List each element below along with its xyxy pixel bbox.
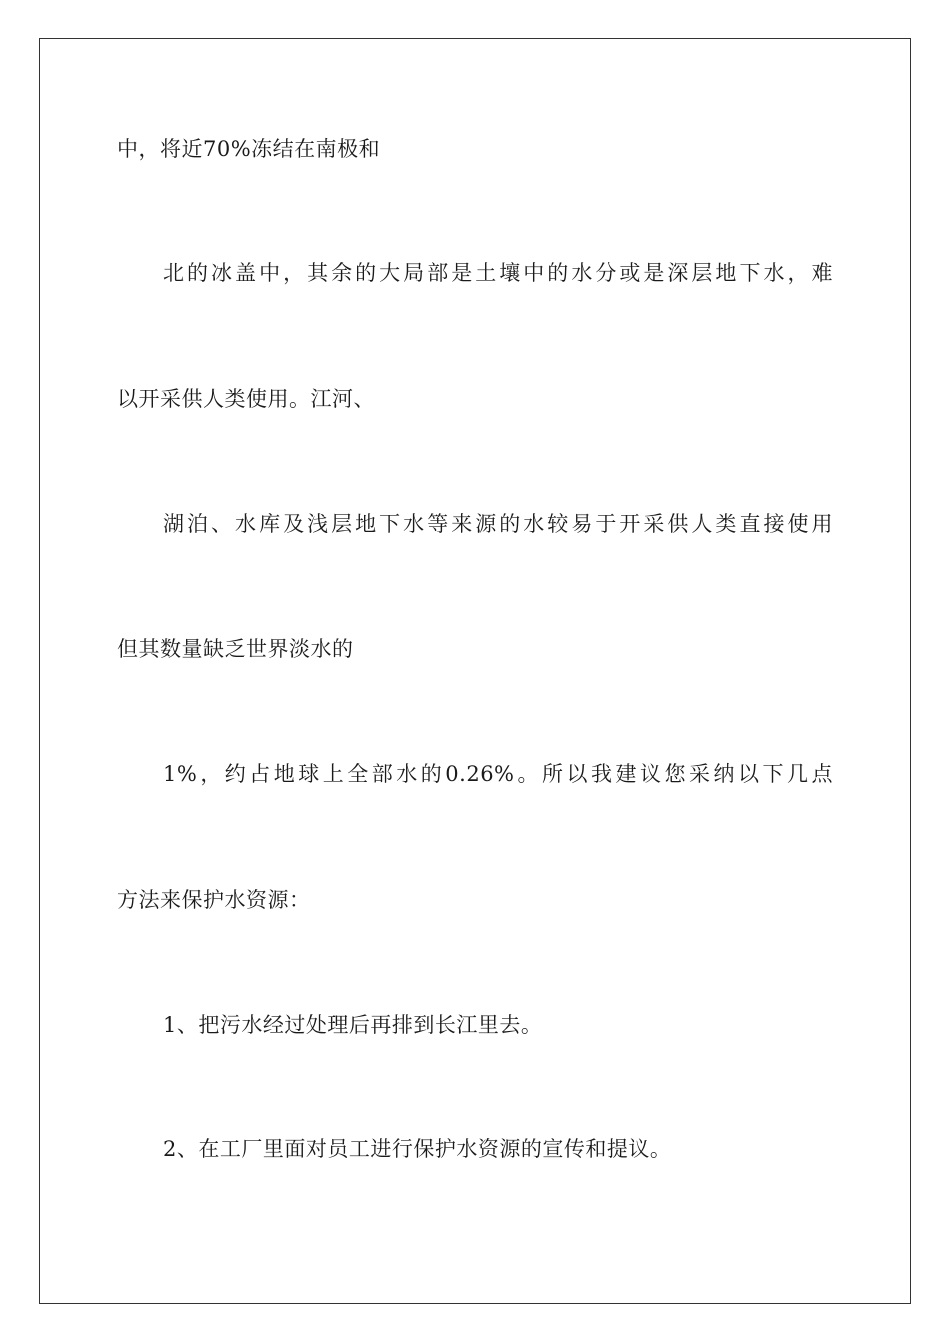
text-line-2: 北的冰盖中，其余的大局部是土壤中的水分或是深层地下水，难 [163,261,833,285]
list-item-1: 1、把污水经过处理后再排到长江里去。 [163,1013,543,1037]
text-line-6: 1%，约占地球上全部水的0.26%。所以我建议您采纳以下几点 [163,762,833,786]
text-line-5: 但其数量缺乏世界淡水的 [117,637,354,661]
list-item-2: 2、在工厂里面对员工进行保护水资源的宣传和提议。 [163,1137,672,1161]
page-border [39,38,911,1304]
text-line-4: 湖泊、水库及浅层地下水等来源的水较易于开采供人类直接使用 [163,512,833,536]
text-line-1: 中，将近70%冻结在南极和 [117,137,381,161]
text-line-7: 方法来保护水资源： [117,888,311,912]
text-line-3: 以开采供人类使用。江河、 [117,387,375,411]
